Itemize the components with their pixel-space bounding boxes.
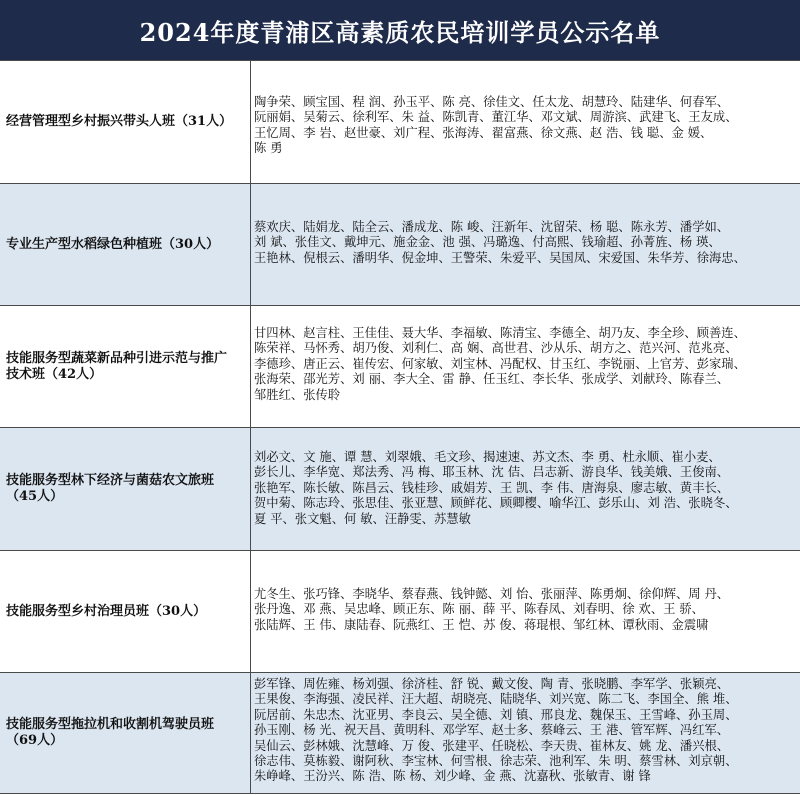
class-name	[0, 551, 251, 672]
class-name-line: 技术班（42人）	[6, 366, 103, 382]
class-name-line: （45人）	[6, 489, 64, 504]
names-line: 尤冬生、张巧锋、李晓华、蔡春燕、钱钟懿、刘 怡、张丽萍、陈勇炯、徐仰辉、周 丹、	[254, 587, 730, 601]
class-name-line: 技能服务型乡村治理员班（30人）	[6, 603, 207, 619]
class-name	[0, 306, 251, 427]
names-line: 陈 勇	[254, 141, 283, 156]
class-name	[0, 428, 251, 550]
names-line: 张陆辉、王 伟、康陆春、阮燕红、王 恺、苏 俊、蒋琨根、邹红林、谭秋雨、金震啸	[254, 617, 709, 632]
table-row-governance	[0, 550, 800, 672]
names-line: 徐志伟、莫栋毅、谢阿秋、李宝林、何雪根、徐志荣、池利军、朱 明、蔡雪林、刘京朝、	[254, 754, 738, 769]
table-row-rice	[0, 183, 800, 305]
names-line: 甘四林、赵言柱、王佳佳、聂大华、李福敏、陈清宝、李德全、胡乃友、李全珍、顾善连、	[254, 326, 746, 340]
trainee-names	[251, 428, 800, 550]
trainee-names	[251, 61, 800, 183]
names-line: 张海荣、邵光芳、刘 丽、李大全、雷 静、任玉红、李长华、张成学、刘献玲、陈春兰、	[254, 372, 730, 387]
table-row-tractor	[0, 672, 800, 794]
table-row-forest	[0, 427, 800, 550]
class-name-line: （69人）	[6, 733, 64, 748]
names-line: 彭军锋、周佐雍、杨刘强、徐济桂、舒 锐、戴文俊、陶 青、张晓鹏、李军学、张颖亮、	[254, 677, 730, 691]
names-line: 刘必文、文 施、谭 慧、刘翠娥、毛文珍、揭速速、苏文杰、李 勇、杜永顺、崔小麦、	[254, 450, 721, 464]
table-row-vegetable	[0, 305, 800, 427]
names-line: 陈荣祥、马怀秀、胡乃俊、刘利仁、高 娴、高世君、沙从乐、胡方之、范兴河、范兆亮、	[254, 341, 738, 356]
class-name	[0, 673, 251, 793]
class-name	[0, 61, 251, 183]
trainee-names	[251, 184, 800, 305]
names-line: 王忆周、李 岩、赵世豪、刘广程、张海涛、翟富燕、徐文燕、赵 浩、钱 聪、金 媛、	[254, 125, 713, 140]
class-name-line: 技能服务型拖拉机和收割机驾驶员班	[6, 717, 215, 732]
page-title: 2024年度青浦区高素质农民培训学员公示名单	[0, 0, 800, 60]
trainee-table	[0, 60, 800, 794]
names-line: 王果俊、李海强、凌民祥、汪大超、胡晓亮、陆晓华、刘兴宽、陈二飞、李国全、熊 堆、	[254, 692, 738, 707]
names-line: 夏 平、张文魁、何 敏、汪静雯、苏慧敏	[254, 511, 471, 526]
trainee-names	[251, 551, 800, 672]
names-line: 朱峥峰、王汾兴、陈 浩、陈 杨、刘少峰、金 燕、沈嘉秋、张敏青、谢 锋	[254, 769, 651, 784]
class-name-line: 技能服务型林下经济与菌菇农文旅班	[6, 473, 215, 488]
names-line: 阮居前、朱忠杰、沈亚男、李良云、吴全德、刘 镇、邢良龙、魏保玉、王雪峰、孙玉周、	[254, 707, 738, 722]
trainee-names	[251, 673, 800, 793]
class-name-line: 技能服务型蔬菜新品种引进示范与推广	[6, 350, 228, 366]
names-line: 李德珍、唐正云、崔传宏、何家敏、刘宝林、冯配权、甘玉红、李锐丽、上官芳、彭家瑞、	[254, 356, 746, 371]
class-name-line: 专业生产型水稻绿色种植班（30人）	[6, 236, 220, 252]
names-line: 陶争荣、顾宝国、程 润、孙玉平、陈 亮、徐佳文、任太龙、胡慧玲、陆建华、何春军、	[254, 95, 730, 109]
names-line: 彭长儿、李华宽、郑法秀、冯 梅、耶玉林、沈 佶、吕志新、游良华、钱美娥、王俊南、	[254, 465, 730, 480]
names-line: 邹胜红、张传聆	[254, 387, 341, 402]
names-line: 刘 斌、张佳文、戴坤元、施金金、池 强、冯璐逸、付高熙、钱瑜超、孙菁旌、杨 瑛、	[254, 235, 721, 250]
class-name	[0, 184, 251, 305]
names-line: 阮丽娟、吴菊云、徐利军、朱 益、陈凯青、董江华、邓文斌、周游滨、武建飞、王友成、	[254, 110, 738, 125]
names-line: 张艳军、陈长敏、陈昌云、钱桂珍、戚娟芳、王 凯、李 伟、唐海泉、廖志敏、黄丰长、	[254, 480, 730, 495]
names-line: 贺中菊、陈志玲、张思佳、张亚慧、顾鲜花、顾卿樱、喻华江、彭乐山、刘 浩、张晓冬、	[254, 496, 738, 511]
names-line: 吴仙云、彭林娥、沈慧峰、万 俊、张建平、任晓松、李天贵、崔林友、姚 龙、潘兴根、	[254, 738, 730, 753]
class-name-line: 经营管理型乡村振兴带头人班（31人）	[6, 114, 233, 129]
trainee-names	[251, 306, 800, 427]
names-line: 张丹逸、邓 燕、吴忠峰、顾正东、陈 丽、薛 平、陈春凤、刘春明、徐 欢、王 骄、	[254, 602, 704, 617]
names-line: 蔡欢庆、陆娟龙、陆全云、潘成龙、陈 峻、汪新年、沈留荣、杨 聪、陈永芳、潘学如、	[254, 220, 730, 234]
table-row-management	[0, 60, 800, 183]
names-line: 孙玉刚、杨 光、祝天昌、黄明科、邓学军、赵士多、蔡峰云、王 港、管军辉、冯红军、	[254, 723, 730, 738]
names-line: 王艳林、倪根云、潘明华、倪金坤、王警荣、朱爱平、吴国凤、宋爱国、朱华芳、徐海忠、	[254, 250, 746, 265]
